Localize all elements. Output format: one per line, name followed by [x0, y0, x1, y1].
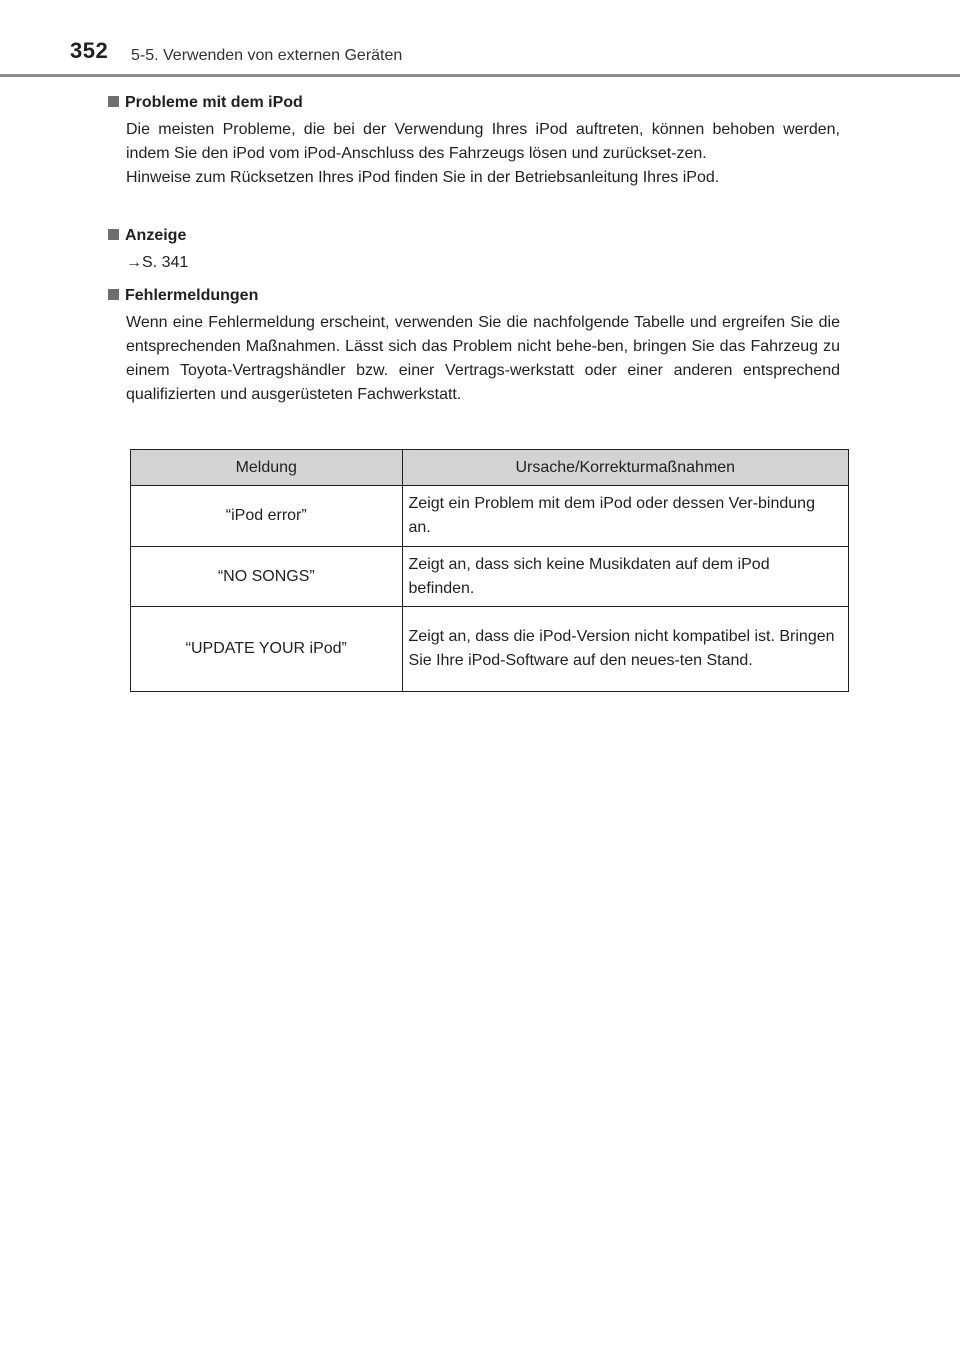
message-cell: “NO SONGS”	[131, 547, 403, 607]
cause-cell: Zeigt ein Problem mit dem iPod oder dessen Ver-bindung an.	[402, 486, 848, 547]
paragraph: Die meisten Probleme, die bei der Verwendung Ihres iPod auftreten, können behoben werden, indem Sie den iPod vom iPod-Anschluss des Fahrzeugs lösen und zurückset-zen.	[126, 121, 840, 162]
column-header-message: Meldung	[131, 450, 403, 486]
square-bullet-icon	[108, 96, 119, 107]
paragraph: Wenn eine Fehlermeldung erscheint, verwenden Sie die nachfolgende Tabelle und ergreifen Sie die entsprechenden Maßnahmen. Lässt sich das Problem nicht behe-ben, bringen Sie das Fahrzeug zu einem Toyota-Vertragshändler bzw. einer Vertrags-werkstatt oder einer anderen entsprechend qualifizierten und ausgerüsteten Fachwerkstatt.	[126, 314, 840, 403]
error-message-table	[130, 449, 849, 692]
section-heading	[108, 284, 848, 308]
header-rule	[0, 74, 960, 77]
table-header-row	[131, 450, 849, 486]
cause-cell: Zeigt an, dass die iPod-Version nicht kompatibel ist. Bringen Sie Ihre iPod-Software auf den neues-ten Stand.	[402, 607, 848, 692]
section-heading	[108, 224, 848, 248]
section-heading-text: Anzeige	[125, 227, 187, 244]
square-bullet-icon	[108, 289, 119, 300]
paragraph: Hinweise zum Rücksetzen Ihres iPod finden Sie in der Betriebsanleitung Ihres iPod.	[126, 169, 720, 186]
section-heading-text: Probleme mit dem iPod	[125, 94, 303, 111]
message-cell: “UPDATE YOUR iPod”	[131, 607, 403, 692]
cause-cell: Zeigt an, dass sich keine Musikdaten auf dem iPod befinden.	[402, 547, 848, 607]
table-row	[131, 607, 849, 692]
table-row	[131, 486, 849, 547]
square-bullet-icon	[108, 229, 119, 240]
page-header	[0, 0, 960, 76]
chapter-title: 5-5. Verwenden von externen Geräten	[131, 47, 403, 64]
section-error-messages	[108, 284, 848, 407]
section-body	[126, 251, 840, 275]
page-reference-link[interactable]: →S. 341	[126, 254, 189, 271]
section-heading-text: Fehlermeldungen	[125, 287, 259, 304]
table-row	[131, 547, 849, 607]
section-display	[108, 224, 848, 275]
column-header-cause: Ursache/Korrekturmaßnahmen	[402, 450, 848, 486]
section-body	[126, 311, 840, 407]
section-body	[126, 118, 840, 190]
section-heading	[108, 91, 848, 115]
page-number: 352	[70, 38, 109, 63]
section-ipod-problems	[108, 91, 848, 190]
message-cell: “iPod error”	[131, 486, 403, 547]
